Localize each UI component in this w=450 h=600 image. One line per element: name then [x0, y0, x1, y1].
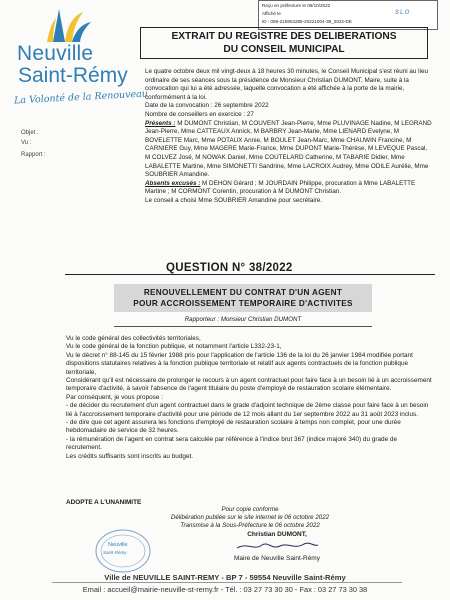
footer-address: Ville de NEUVILLE SAINT-REMY - BP 7 - 59554 Neuville Saint-Rémy	[104, 573, 346, 582]
subject-box	[114, 284, 372, 312]
divider	[114, 326, 372, 327]
convocation-date: Date de la convocation : 26 septembre 2022	[145, 102, 269, 110]
rapporteur: Rapporteur : Monsieur Christian DUMONT	[184, 316, 302, 323]
logo-slogan: La Volonté de la Renouveau	[13, 88, 149, 107]
absents-label: Absents excusés :	[145, 179, 201, 187]
presents-label: Présents :	[145, 119, 176, 127]
body-paragraph: Vu le code général de la fonction publique, et notamment l'article L332-23-1,	[66, 343, 282, 351]
seal-text-line2: Saint-Rémy	[103, 550, 127, 555]
deliberation-body	[66, 335, 432, 461]
side-label-rapport: Rapport :	[21, 152, 46, 158]
footer-contact: Email : accueil@mairie-neuville-st-remy.fr - Tél. : 03 27 73 30 30 - Fax : 03 27 73 30 38	[82, 585, 368, 594]
intro-paragraph: Le quatre octobre deux mil vingt-deux à 18 heures 30 minutes, le Conseil Municipal s'est réuni au lieu ordinaire de ses séances sous la présidence de Monsieur Christian DUMONT, Maire, suite à la convocation qui lui a été adressée, laquelle convocation a été affichée à la porte de la mairie, conformément à la loi.	[145, 68, 428, 101]
certification-line1: Pour copie conforme	[221, 506, 279, 513]
document-title	[140, 27, 428, 59]
certification	[140, 506, 360, 530]
presents-names: M DUMONT Christian, M COUVENT Jean-Pierre, Mme PLUVINAGE Nadine, M LEGRAND Jean-Pierre, Mme CATTEAUX Annick, M BARBRY Jean-Marie, Mme LIENARD Evelyne, M BOVELETTE Marc, Mme POTAUX Annie, M BOULET Jean-Marc, Mme CHAUWIN Francine, M CARNIERE Guy, Mme MAGERE Marie-France, Mme DUPONT Marie-Thérèse, M LEVEQUE Pascal, M COLVEZ José, M NOWAK Daniel, Mme COUTELARD Catherine, M TABARIE Didier, Mme LABALETTE Martine, Mme SIMONETTI Sandrine, Mme LACROIX Audrey, Mme ODILE Aurélie, Mme SOUBRIER Amandine.	[145, 119, 432, 179]
divider	[52, 582, 402, 583]
divider	[65, 274, 435, 275]
absents-list	[145, 180, 432, 197]
body-paragraph: - la rémunération de l'agent en contrat sera calculée par référence à l'indice brut 367 (indice majoré 340) du grade de recrutement.	[66, 435, 398, 452]
body-paragraph: Considérant qu'il est nécessaire de prolonger le recours à un agent contractuel pour faire face à un besoin lié à un accroissement temporaire d'activité, à savoir l'absence de l'agent titulaire du poste d'employé de restauration scolaire élémentaire.	[66, 377, 432, 393]
city-seal	[93, 528, 153, 574]
secretary-line: Le conseil a choisi Mme SOUBRIER Amandine pour secrétaire.	[145, 196, 323, 204]
logo-name-line1: Neuville	[17, 42, 94, 65]
body-paragraph: Vu le décret n° 88-145 du 15 février 1988 pris pour l'application de l'article 136 de la loi du 26 janvier 1984 modifiée portant dispositions statutaires relatives à la fonction publique territoriale et relatif aux agents contractuels de la fonction publique territoriale,	[66, 351, 413, 376]
signatory-name: Christian DUMONT,	[247, 531, 307, 538]
stamp-received-date: Reçu en préfecture le 06/10/2022	[262, 3, 331, 8]
handwritten-signature-icon	[232, 540, 322, 552]
title-line2: DU CONSEIL MUNICIPAL	[223, 44, 345, 55]
presents-list	[145, 120, 432, 180]
meeting-intro	[145, 68, 432, 206]
city-logo	[13, 6, 149, 121]
adoption-result: ADOPTE A L'UNANIMITE	[66, 499, 142, 506]
prefecture-stamp	[258, 0, 438, 30]
signatory-role: Maire de Neuville Saint-Rémy	[234, 555, 320, 563]
body-paragraph: Les crédits suffisants sont inscrits au budget.	[66, 452, 194, 460]
title-line1: EXTRAIT DU REGISTRE DES DELIBERATIONS	[171, 31, 397, 42]
question-number: QUESTION N° 38/2022	[166, 262, 293, 274]
certification-line3: Transmise à la Sous-Préfecture le 06 octobre 2022	[180, 522, 320, 529]
subject-line2: POUR ACCROISSEMENT TEMPORAIRE D'ACTIVITES	[133, 299, 353, 308]
signature-block	[177, 531, 377, 564]
side-label-vu: Vu :	[21, 140, 32, 146]
logo-emblem-icon	[39, 6, 99, 44]
stamp-posted: Affiché le	[262, 11, 281, 16]
body-paragraph: Par conséquent, je vous propose :	[66, 393, 163, 401]
councillors-count: Nombre de conseillers en exercice : 27	[145, 110, 254, 118]
absents-names: M DEHON Gérard ; M JOURDAIN Philippe, procuration à Mme LABALETTE Martine ; M CORMONT Corentin, procuration à M DUMONT Christian.	[145, 179, 416, 196]
seal-text-line1: Neuville	[108, 542, 128, 548]
stamp-id: ID : 059-215904285-20221004-38_2022-DE	[262, 19, 352, 24]
body-paragraph: - de dire que cet agent assurera les fonctions d'employé de restauration scolaire à temps non complet, pour une durée hebdomadaire de service de 32 heures.	[66, 419, 401, 435]
subject-line1: RENOUVELLEMENT DU CONTRAT D'UN AGENT	[143, 288, 343, 297]
certification-line2: Délibération publiée sur le site internet le 06 octobre 2022	[170, 514, 330, 521]
logo-name-line2: Saint-Rémy	[18, 64, 128, 87]
stamp-sticker: SLO	[395, 10, 411, 16]
body-paragraph: - de décider du recrutement d'un agent contractuel dans le grade d'adjoint technique de 2ème classe pour faire face à un besoin lié à l'accroissement temporaire d'activité pour une période de 12 mois allant du 1er septembre 2022 au 31 août 2023 inclus.	[66, 402, 429, 418]
body-paragraph: Vu le code général des collectivités territoriales,	[66, 335, 201, 342]
side-label-objet: Objet :	[21, 130, 39, 136]
